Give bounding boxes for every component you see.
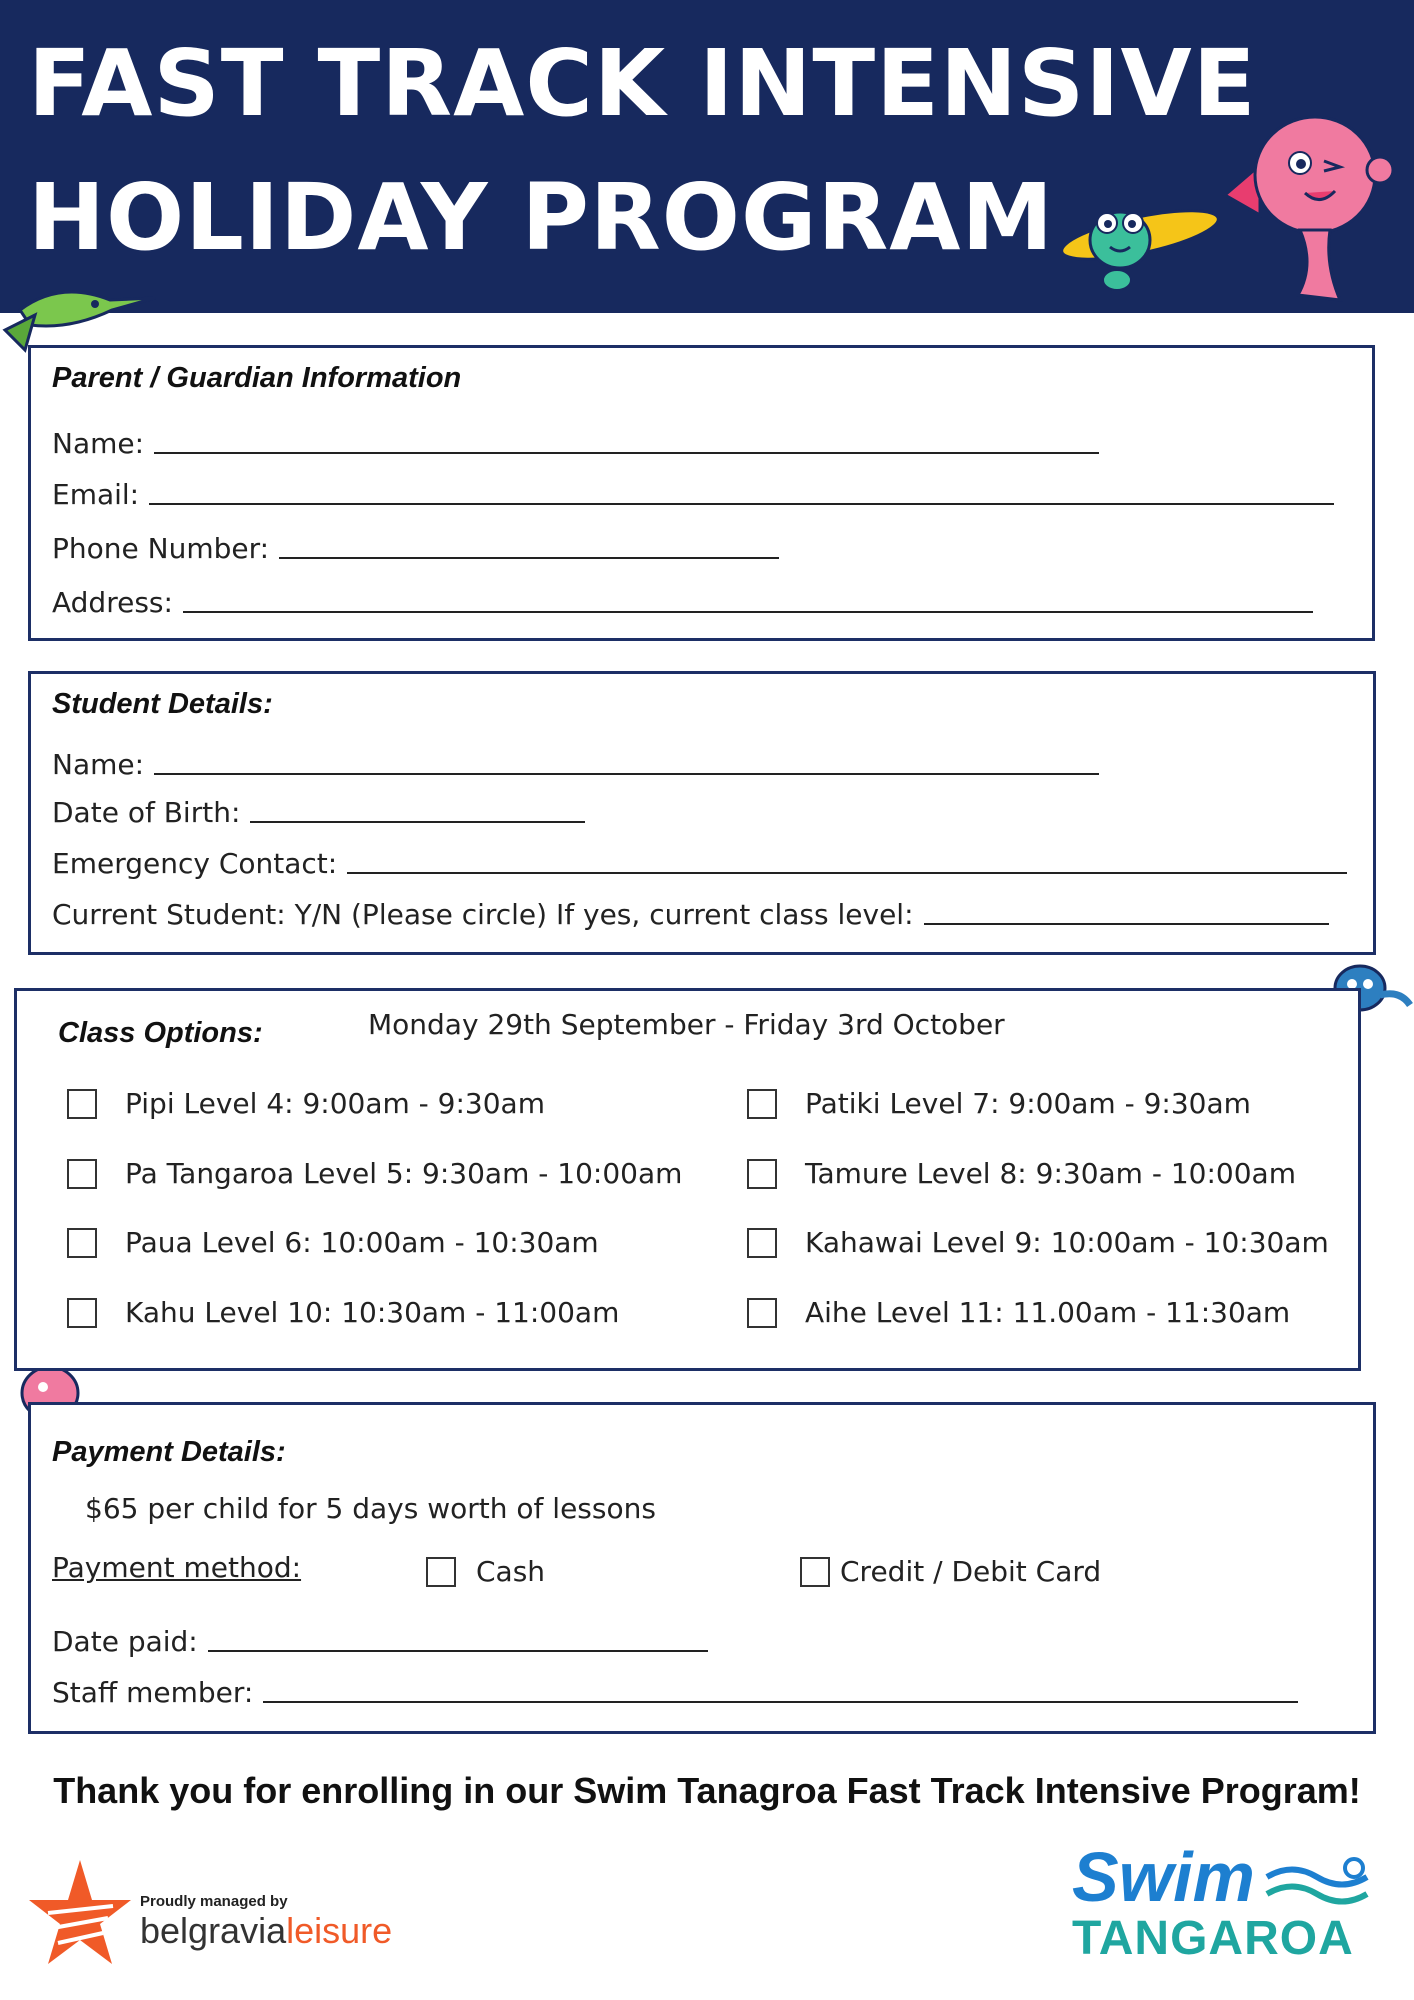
class-option-paua[interactable] [67,1226,599,1259]
payment-price: $65 per child for 5 days worth of lessons [85,1492,656,1525]
student-current-label: Current Student: Y/N (Please circle) If yes, current class level: [52,898,914,931]
parent-phone-label: Phone Number: [52,532,270,565]
payment-option-cash[interactable] [426,1555,545,1588]
payment-section-title: Payment Details: [52,1436,286,1468]
class-option-label: Tamure Level 8: 9:30am - 10:00am [805,1157,1296,1190]
checkbox[interactable] [800,1557,830,1587]
payment-method-label: Payment method: [52,1551,302,1584]
belgravia-star-logo-icon [28,1858,133,1978]
parent-email-label: Email: [52,478,140,511]
class-option-patiki[interactable] [747,1087,1251,1120]
payment-date-label: Date paid: [52,1625,198,1658]
class-option-label: Paua Level 6: 10:00am - 10:30am [125,1226,599,1259]
parent-name-field[interactable] [52,427,1099,460]
leisure-text: leisure [286,1910,393,1951]
title-line-1: FAST TRACK INTENSIVE [28,30,1257,137]
class-option-tamure[interactable] [747,1157,1296,1190]
payment-option-label: Cash [476,1555,546,1588]
parent-email-field[interactable] [52,478,1334,511]
class-option-label: Pipi Level 4: 9:00am - 9:30am [125,1087,545,1120]
managed-by-text: Proudly managed by [140,1893,288,1910]
parent-section-title: Parent / Guardian Information [52,362,462,394]
tangaroa-logo-text: TANGAROA [1072,1912,1354,1965]
student-emergency-field[interactable] [52,847,1347,880]
checkbox[interactable] [67,1298,97,1328]
class-option-label: Patiki Level 7: 9:00am - 9:30am [805,1087,1251,1120]
student-name-field[interactable] [52,748,1099,781]
parent-address-label: Address: [52,586,173,619]
pink-fish-mascot-icon [1220,95,1400,310]
class-option-aihe[interactable] [747,1296,1290,1329]
parent-phone-field[interactable] [52,532,779,565]
class-option-label: Kahu Level 10: 10:30am - 11:00am [125,1296,620,1329]
swim-logo-text: Swim [1072,1838,1255,1916]
belgravia-leisure-logo [140,1910,392,1952]
payment-option-label: Credit / Debit Card [840,1555,1102,1588]
student-dob-label: Date of Birth: [52,796,241,829]
checkbox[interactable] [67,1228,97,1258]
checkbox[interactable] [747,1159,777,1189]
class-option-pipi[interactable] [67,1087,545,1120]
wave-logo-icon [1262,1852,1372,1912]
thank-you-message: Thank you for enrolling in our Swim Tanagroa Fast Track Intensive Program! [53,1770,1361,1811]
payment-date-field[interactable] [52,1625,708,1658]
payment-staff-label: Staff member: [52,1676,254,1709]
checkbox[interactable] [426,1557,456,1587]
class-option-pa-tangaroa[interactable] [67,1157,682,1190]
student-current-field[interactable] [52,898,1329,931]
parent-name-label: Name: [52,427,145,460]
payment-staff-field[interactable] [52,1676,1298,1709]
payment-option-card[interactable] [800,1555,1101,1588]
student-name-label: Name: [52,748,145,781]
student-section-title: Student Details: [52,688,273,720]
title-line-2: HOLIDAY PROGRAM [28,164,1055,271]
belgravia-text: belgravia [140,1910,287,1951]
student-emergency-label: Emergency Contact: [52,847,338,880]
class-dates: Monday 29th September - Friday 3rd October [368,1008,1005,1041]
class-option-label: Kahawai Level 9: 10:00am - 10:30am [805,1226,1329,1259]
student-dob-field[interactable] [52,796,585,829]
class-section-title: Class Options: [58,1017,263,1049]
class-option-label: Aihe Level 11: 11.00am - 11:30am [805,1296,1291,1329]
checkbox[interactable] [67,1089,97,1119]
frog-mascot-icon [1045,185,1225,305]
checkbox[interactable] [747,1298,777,1328]
checkbox[interactable] [747,1228,777,1258]
checkbox[interactable] [67,1159,97,1189]
parent-address-field[interactable] [52,586,1313,619]
class-option-kahawai[interactable] [747,1226,1329,1259]
checkbox[interactable] [747,1089,777,1119]
class-option-kahu[interactable] [67,1296,619,1329]
class-option-label: Pa Tangaroa Level 5: 9:30am - 10:00am [125,1157,683,1190]
